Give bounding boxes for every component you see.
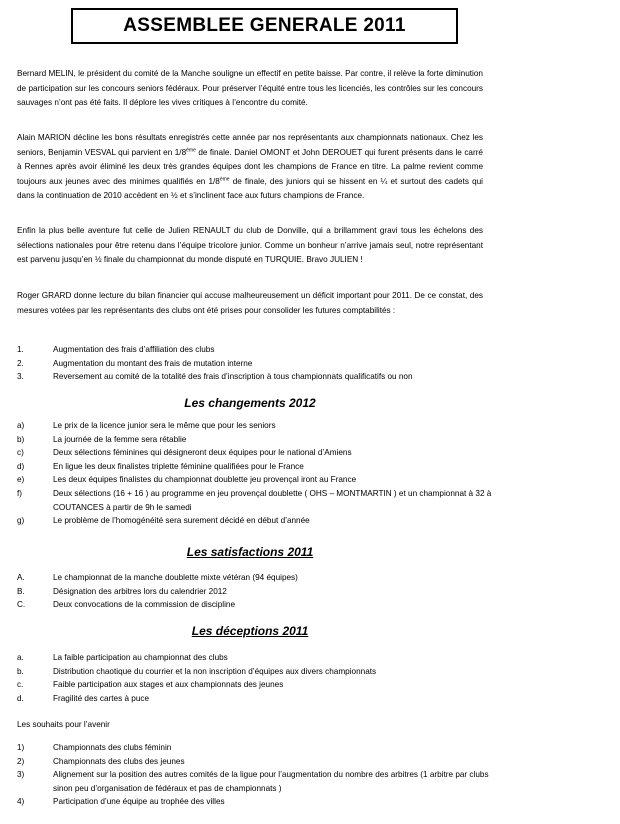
list-item: f) Deux sélections (16 + 16 ) au programme en jeu provençal doublette ( OHS – MONTMARTIN ) et un championnat à 32 à COUTANCES à partir de 9h le samedi xyxy=(17,488,492,512)
list-item: c) Deux sélections féminines qui désigneront deux équipes pour le national d’Amiens xyxy=(17,448,352,458)
list-item: a) Le prix de la licence junior sera le même que pour les seniors xyxy=(17,421,276,430)
list-item: 2) Championnats des clubs des jeunes xyxy=(17,756,185,766)
list-item: 1) Championnats des clubs féminin xyxy=(17,743,172,752)
list-item: 1. Augmentation des frais d’affiliation des clubs xyxy=(17,345,215,354)
satisfactions-list xyxy=(17,571,497,612)
paragraph-finances: Roger GRARD donne lecture du bilan financier qui accuse malheureusement un déficit important pour 2011. De ce constat, des mesures votées par les représentants des clubs ont été prises pour consolider les futures comptabilités : xyxy=(17,291,483,315)
list-item: 2. Augmentation du montant des frais de mutation interne xyxy=(17,358,253,368)
heading-satisfactions: Les satisfactions 2011 xyxy=(186,545,314,559)
list-item: b) La journée de la femme sera rétablie xyxy=(17,434,187,444)
list-item: C. Deux convocations de la commission de discipline xyxy=(17,600,236,610)
list-item: c. Faible participation aux stages et aux championnats des jeunes xyxy=(17,680,284,690)
paragraph-results xyxy=(17,131,483,204)
title-box xyxy=(71,8,458,44)
deceptions-list xyxy=(17,651,497,705)
superscript-2: ème xyxy=(219,175,230,182)
list-item: g) Le problème de l’homogénéité sera surement décidé en début d’année xyxy=(17,516,310,526)
list-item: d. Fragilité des cartes à puce xyxy=(17,693,150,703)
list-item: 3) Alignement sur la position des autres comités de la ligue pour l’augmentation du nombre des arbitres (1 arbitre par clubs sinon peu d’organisation de fédéraux et pas de championnats ) xyxy=(17,770,489,793)
paragraph-results-part-3: de finale, des juniors qui se hissent en ¼ et surtout des cadets qui dans la continuation de 2010 accèdent en ½ et s’inclinent face aux futurs champions de France. xyxy=(17,176,483,200)
souhaits-list xyxy=(17,741,492,809)
paragraph-results-part-2: de finale. Daniel OMONT et John DEROUET qui furent présents dans le carré à Rennes après avoir éliminé les deux très grandes équipes dont les champions de France en titre. La palme revient comme toujours aux jeunes avec des minimes qualifiés en 1/8 xyxy=(17,147,483,186)
list-item: A. Le championnat de la manche doublette mixte vétéran (94 équipes) xyxy=(17,573,298,582)
heading-changements: Les changements 2012 xyxy=(184,396,316,410)
heading-souhaits: Les souhaits pour l’avenir xyxy=(17,720,110,729)
heading-deceptions: Les déceptions 2011 xyxy=(191,624,309,638)
list-item: a. La faible participation au championnat des clubs xyxy=(17,653,228,662)
page-title: ASSEMBLEE GENERALE 2011 xyxy=(123,15,406,36)
list-item: 4) Participation d’une équipe au trophée des villes xyxy=(17,797,225,807)
list-item: b. Distribution chaotique du courrier et la non inscription d’équipes aux divers championnats xyxy=(17,666,377,676)
measures-list xyxy=(17,343,497,384)
superscript-1: ème xyxy=(186,146,196,153)
paragraph-results-part-1: Alain MARION décline les bons résultats enregistrés cette année par nos représentants aux championnats nationaux. Chez les seniors, Benjamin VESVAL qui parvient en 1/8 xyxy=(17,133,483,157)
paragraph-julien: Enfin la plus belle aventure fut celle de Julien RENAULT du club de Donville, qui a brillamment gravi tous les échelons des sélections nationales pour être retenu dans l’équipe tricolore junior. Comme un bonheur n’arrive jamais seul, notre représentant est parvenu jusqu’en ½ finale du championnat du monde disputé en TURQUIE. Bravo JULIEN ! xyxy=(17,226,483,264)
list-item: d) En ligue les deux finalistes triplette féminine qualifiées pour le France xyxy=(17,461,304,471)
changements-list xyxy=(17,419,492,528)
list-item: 3. Reversement au comité de la totalité des frais d’inscription à tous championnats qualificatifs ou non xyxy=(17,372,413,382)
paragraph-president: Bernard MELIN, le président du comité de la Manche souligne un effectif en petite baisse. Par contre, il relève la forte diminution de participation sur les concours seniors fédéraux. Pour préserver l’équité entre tous les licenciés, les contrôles sur les concours sauvages n’ont pas été faits. Il déplore les vives critiques à l’encontre du comité. xyxy=(17,69,483,107)
list-item: B. Désignation des arbitres lors du calendrier 2012 xyxy=(17,586,227,596)
list-item: e) Les deux équipes finalistes du championnat doublette jeu provençal iront au France xyxy=(17,475,357,485)
